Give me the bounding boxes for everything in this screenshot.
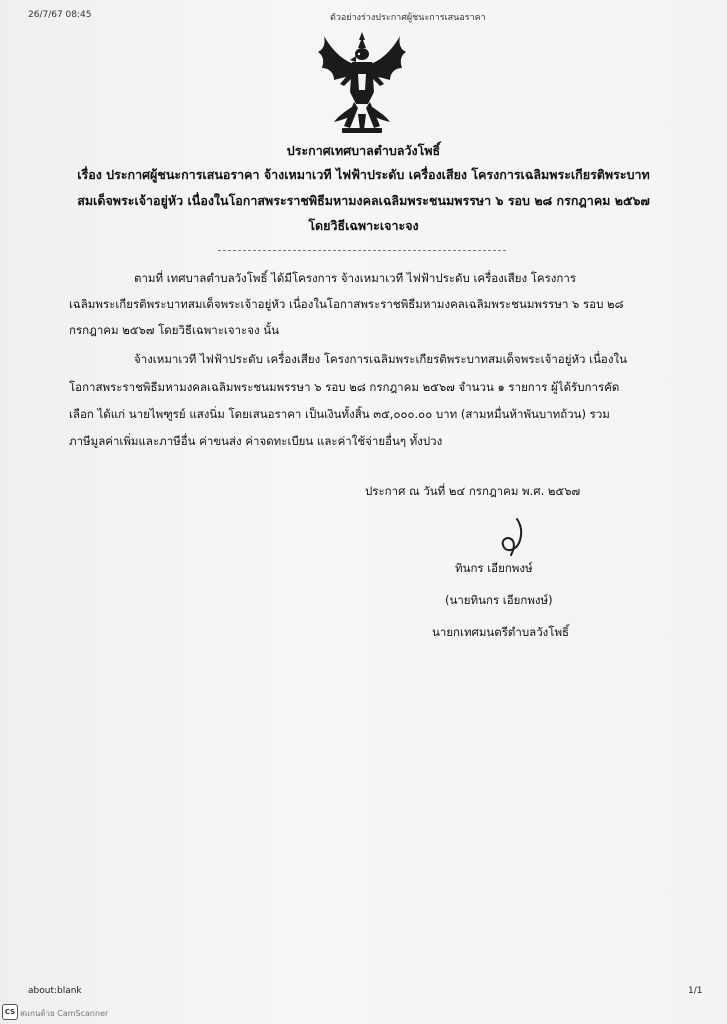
separator-line bbox=[218, 250, 506, 251]
body-line-4: จ้างเหมาเวที ไฟฟ้าประดับ เครื่องเสียง โครงการเฉลิมพระเกียรติพระบาทสมเด็จพระเจ้าอยู่หัว เนื่องใน bbox=[134, 352, 627, 366]
handwritten-signature bbox=[495, 515, 531, 557]
print-footer-url: about:blank bbox=[28, 986, 82, 996]
signatory-position: นายกเทศมนตรีตำบลวังโพธิ์ bbox=[432, 625, 570, 639]
body-line-5: โอกาสพระราชพิธีมหามงคลเฉลิมพระชนมพรรษา ๖ รอบ ๒๘ กรกฎาคม ๒๕๖๗ จำนวน ๑ รายการ ผู้ได้รับการคัด bbox=[69, 380, 620, 394]
announcement-date: ประกาศ ณ วันที่ ๒๔ กรกฎาคม พ.ศ. ๒๕๖๗ bbox=[365, 484, 581, 498]
subject-line-1: เรื่อง ประกาศผู้ชนะการเสนอราคา จ้างเหมาเวที ไฟฟ้าประดับ เครื่องเสียง โครงการเฉลิมพระเกียรติพระบาท bbox=[77, 167, 650, 182]
print-header-title: ตัวอย่างร่างประกาศผู้ชนะการเสนอราคา bbox=[330, 13, 486, 23]
signatory-full-name: (นายทินกร เอียกพงษ์) bbox=[445, 593, 553, 607]
scanner-watermark: สแกนด้วย CamScanner bbox=[20, 1009, 109, 1018]
camscanner-logo-icon: CS bbox=[2, 1004, 18, 1020]
body-line-7: ภาษีมูลค่าเพิ่มและภาษีอื่น ค่าขนส่ง ค่าจดทะเบียน และค่าใช้จ่ายอื่นๆ ทั้งปวง bbox=[69, 434, 443, 448]
body-line-2: เฉลิมพระเกียรติพระบาทสมเด็จพระเจ้าอยู่หัว เนื่องในโอกาสพระราชพิธีมหามงคลเฉลิมพระชนมพรรษา ๖ รอบ ๒๘ bbox=[69, 297, 624, 311]
subject-line-3: โดยวิธีเฉพาะเจาะจง bbox=[308, 218, 419, 233]
body-line-1: ตามที่ เทศบาลตำบลวังโพธิ์ ได้มีโครงการ จ้างเหมาเวที ไฟฟ้าประดับ เครื่องเสียง โครงการ bbox=[134, 271, 577, 285]
body-line-6: เลือก ได้แก่ นายไพฑูรย์ แสงนิ่ม โดยเสนอราคา เป็นเงินทั้งสิ้น ๓๕,๐๐๐.๐๐ บาท (สามหมื่นห้าพันบาทถ้วน) รวม bbox=[69, 407, 610, 421]
subject-line-2: สมเด็จพระเจ้าอยู่หัว เนื่องในโอกาสพระราชพิธีมหามงคลเฉลิมพระชนมพรรษา ๖ รอบ ๒๘ กรกฎาคม ๒๕๖๗ bbox=[77, 193, 650, 208]
body-line-3: กรกฎาคม ๒๕๖๗ โดยวิธีเฉพาะเจาะจง นั้น bbox=[69, 323, 279, 337]
print-datetime: 26/7/67 08:45 bbox=[28, 10, 92, 20]
issuing-agency: ประกาศเทศบาลตำบลวังโพธิ์ bbox=[286, 143, 441, 158]
signatory-name: ทินกร เอียกพงษ์ bbox=[455, 561, 533, 575]
print-footer-page: 1/1 bbox=[688, 986, 703, 996]
garuda-emblem-icon bbox=[312, 30, 412, 138]
